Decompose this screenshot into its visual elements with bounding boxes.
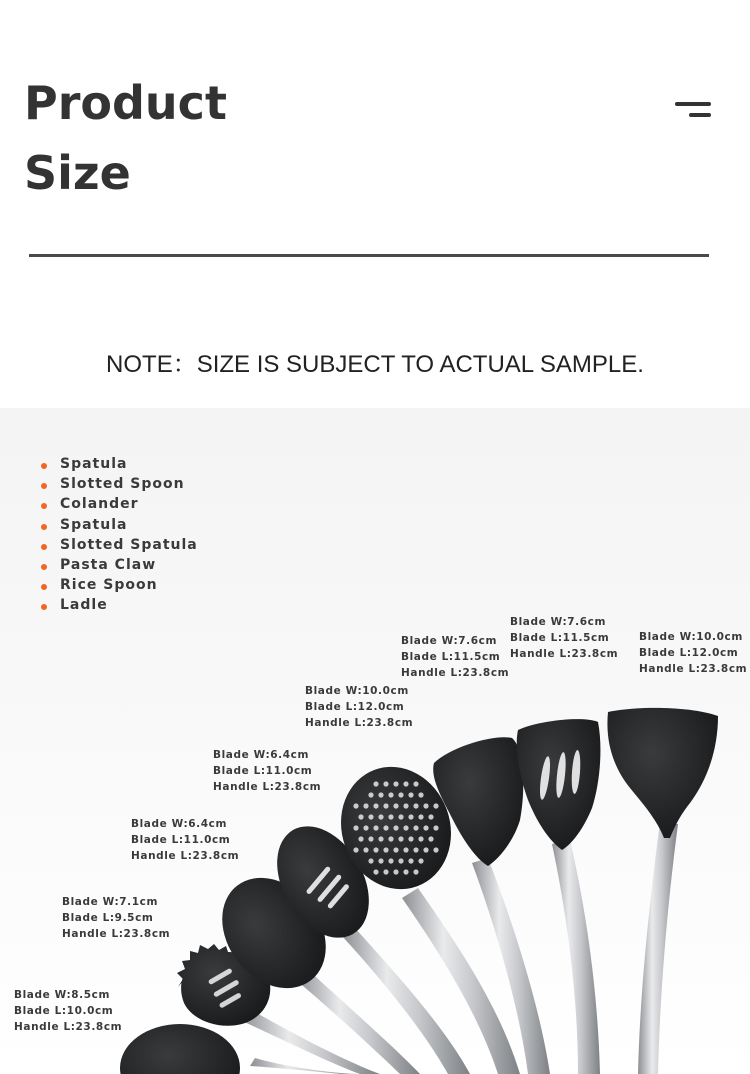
handle-length: Handle L:23.8cm	[401, 667, 510, 679]
list-item-label: Spatula	[60, 516, 128, 533]
bullet-icon	[41, 524, 47, 530]
blade-width: Blade W:6.4cm	[213, 749, 310, 761]
handle-length: Handle L:23.8cm	[131, 850, 240, 862]
blade-length: Blade L:10.0cm	[14, 1005, 114, 1017]
list-item-label: Pasta Claw	[60, 556, 157, 573]
blade-length: Blade L:11.5cm	[510, 632, 610, 644]
blade-length: Blade L:11.5cm	[401, 651, 501, 663]
utensil-list	[40, 454, 198, 616]
list-item	[40, 575, 198, 595]
blade-width: Blade W:7.6cm	[510, 616, 607, 628]
list-item-label: Colander	[60, 496, 139, 513]
slotted-spoon-dimensions	[213, 747, 321, 795]
page-title-line1: Product	[24, 76, 227, 130]
bullet-icon	[41, 503, 47, 509]
handle-length: Handle L:23.8cm	[510, 648, 619, 660]
handle-length: Handle L:23.8cm	[213, 781, 322, 793]
handle-length: Handle L:23.8cm	[639, 663, 748, 675]
list-item	[40, 535, 198, 555]
ladle-dimensions	[14, 987, 122, 1035]
page-title-line2: Size	[24, 146, 131, 200]
blade-width: Blade W:8.5cm	[14, 989, 111, 1001]
list-item-label: Slotted Spoon	[60, 476, 185, 493]
slotted-spatula-dimensions	[510, 614, 618, 662]
list-item-label: Spatula	[60, 456, 128, 472]
pasta-claw-dimensions	[62, 894, 170, 942]
bullet-icon	[41, 604, 47, 610]
blade-width: Blade W:10.0cm	[639, 631, 743, 643]
divider	[29, 254, 709, 257]
header	[0, 0, 750, 408]
product-size-panel	[0, 408, 750, 1074]
bullet-icon	[41, 584, 47, 590]
bullet-icon	[41, 483, 47, 489]
list-item	[40, 454, 198, 474]
large-spatula-utensil	[607, 708, 718, 1074]
bullet-icon	[41, 564, 47, 570]
blade-length: Blade L:9.5cm	[62, 912, 154, 924]
rice-spoon-dimensions	[131, 816, 239, 864]
spatula-dimensions	[401, 633, 509, 681]
large-spatula-dimensions	[639, 629, 747, 677]
blade-length: Blade L:12.0cm	[639, 647, 739, 659]
handle-length: Handle L:23.8cm	[62, 928, 171, 940]
colander-dimensions	[305, 683, 413, 731]
blade-width: Blade W:7.1cm	[62, 896, 159, 908]
bullet-icon	[41, 544, 47, 550]
blade-width: Blade W:7.6cm	[401, 635, 498, 647]
list-item-label: Ladle	[60, 597, 108, 614]
handle-length: Handle L:23.8cm	[14, 1021, 123, 1033]
menu-icon[interactable]	[675, 102, 711, 120]
blade-length: Blade L:11.0cm	[213, 765, 313, 777]
handle-length: Handle L:23.8cm	[305, 717, 414, 729]
blade-length: Blade L:11.0cm	[131, 834, 231, 846]
blade-width: Blade W:10.0cm	[305, 685, 409, 697]
list-item	[40, 515, 198, 535]
bullet-icon	[41, 463, 47, 469]
blade-width: Blade W:6.4cm	[131, 818, 228, 830]
list-item	[40, 595, 198, 615]
size-note: NOTE：SIZE IS SUBJECT TO ACTUAL SAMPLE.	[106, 351, 644, 378]
list-item	[40, 474, 198, 494]
list-item	[40, 555, 198, 575]
list-item	[40, 494, 198, 514]
list-item-label: Slotted Spatula	[60, 536, 198, 553]
list-item-label: Rice Spoon	[60, 577, 158, 594]
blade-length: Blade L:12.0cm	[305, 701, 405, 713]
